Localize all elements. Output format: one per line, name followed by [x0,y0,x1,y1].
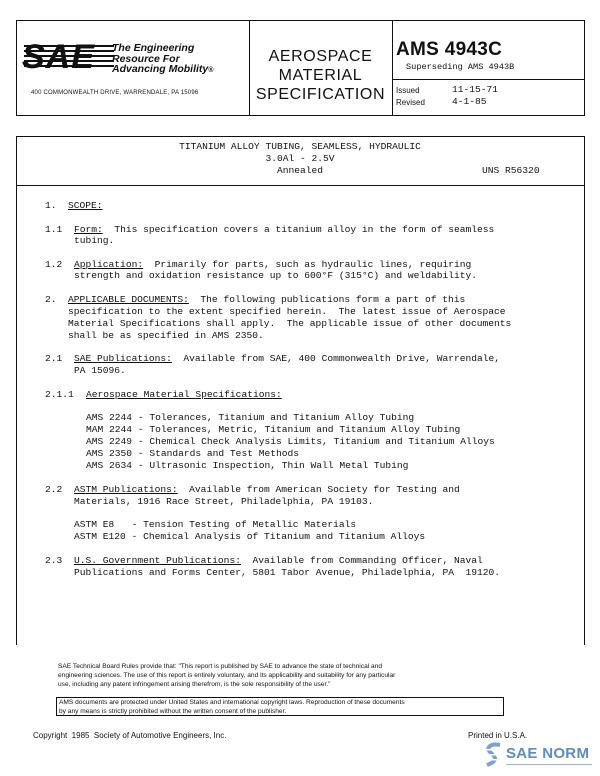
section-sae-publications [74,353,500,365]
doc-type-line: SPECIFICATION [255,86,386,103]
tagline-line [112,64,213,77]
tagline-line: Resource For [112,52,180,65]
heading-text: Application: [74,259,144,270]
paragraph-text: Available from SAE, 400 Commonwealth Drive, Warrendale, [183,353,501,364]
footer-line: SAE Technical Board Rules provide that: "This report is published by SAE to advance the state of technical and [58,663,383,670]
superseding-note: Superseding AMS 4943B [406,62,515,72]
section-number: 1. [45,200,57,211]
copyright-notice-box [56,697,504,716]
footer-line: engineering sciences. The use of this report is entirely voluntary, and its applicability and suitability for any particular [58,672,396,679]
sae-logo [22,36,118,84]
section-number: 2.1.1 [45,389,74,400]
copyright-line: Copyright 1985 Society of Automotive Engineers, Inc. [33,731,227,740]
section-astm-publications [74,484,460,496]
heading-text: Form: [74,224,103,235]
paragraph-line: tubing. [74,235,115,246]
footer-line: AMS documents are protected under United States and international copyright laws. Reproduction of these documents [59,699,405,706]
title-box-bottom [16,185,584,186]
body-right-border [584,185,585,645]
section-form [74,224,494,236]
list-item: AMS 2634 - Ultrasonic Inspection, Thin Wall Metal Tubing [86,460,409,471]
tagline-text: Advancing Mobility [112,63,209,75]
sae-tagline [112,43,213,77]
revised-date: 4-1-85 [452,96,487,107]
header-right-border [584,20,585,116]
tagline-line: The Engineering [112,42,195,54]
heading-text: SCOPE: [68,200,103,211]
watermark-text: SAE NORM [506,745,590,762]
paragraph-line: strength and oxidation resistance up to 600°F (315°C) and weldability. [74,270,478,281]
title-box-right [584,136,585,186]
paragraph-line: Material Specifications shall apply. The applicable issue of other documents [68,318,512,329]
section-number: 1.1 [45,224,63,235]
issued-label: Issued [396,86,420,95]
title-box-top [16,136,584,137]
header-top-border [16,20,584,21]
paragraph-line: PA 15096. [74,365,126,376]
list-item: ASTM E120 - Chemical Analysis of Titanium and Titanium Alloys [74,531,426,542]
paragraph-text: Primarily for parts, such as hydraulic lines, requiring [154,259,472,270]
header-divider [392,20,393,116]
section-number: 1.2 [45,259,63,270]
list-item: MAM 2244 - Tolerances, Metric, Titanium and Titanium Alloy Tubing [86,424,461,435]
heading-text: SAE Publications: [74,353,172,364]
paragraph-text: This specification covers a titanium alloy in the form of seamless [114,224,495,235]
issued-date: 11-15-71 [452,84,499,95]
registered-mark-icon: ® [208,67,214,74]
paragraph-text: Available from American Society for Testing and [189,484,460,495]
footer-line: use, including any patent infringement arising therefrom, is the sole responsibility of the user." [58,681,331,688]
sae-address: 400 COMMONWEALTH DRIVE, WARRENDALE, PA 15096 [31,90,199,96]
doc-type-line: AEROSPACE [268,48,373,65]
section-heading-scope [68,200,103,212]
heading-text: APPLICABLE DOCUMENTS: [68,294,189,305]
heading-text: Aerospace Material Specifications: [86,389,282,400]
doc-type-line: MATERIAL [278,67,363,84]
section-applicable-documents [68,294,465,306]
section-gov-publications [74,555,483,567]
sae-norm-logo-icon [482,742,504,768]
paragraph-text: Available from Commanding Officer, Naval [252,555,483,566]
section-ams-specs [86,389,282,401]
section-number: 2.2 [45,484,63,495]
list-item: AMS 2244 - Tolerances, Titanium and Titanium Alloy Tubing [86,412,415,423]
header-bottom-border [16,115,584,116]
title-line: TITANIUM ALLOY TUBING, SEAMLESS, HYDRAULIC [179,141,421,152]
section-number: 2.1 [45,353,63,364]
section-number: 2.3 [45,555,63,566]
heading-text: U.S. Government Publications: [74,555,241,566]
ams-number: AMS 4943C [396,39,503,60]
paragraph-line: Publications and Forms Center, 5801 Tabor Avenue, Philadelphia, PA 19120. [74,567,501,578]
paragraph-text: The following publications form a part of this [200,294,466,305]
list-item: AMS 2249 - Chemical Check Analysis Limits, Titanium and Titanium Alloys [86,436,495,447]
watermark-rule [506,764,592,765]
section-number: 2. [45,294,57,305]
footer-line: by any means is strictly prohibited without the written consent of the publisher. [59,708,287,715]
list-item: AMS 2350 - Standards and Test Methods [86,448,300,459]
uns-number: UNS R56320 [482,165,540,176]
printed-in: Printed in U.S.A. [468,731,528,740]
ams-box-divider [392,79,584,80]
paragraph-line: shall be as specified in AMS 2350. [68,330,264,341]
sae-logo-text: SAE [22,38,95,76]
title-condition: Annealed [276,165,324,176]
doc-type [250,47,391,104]
title-alloy: 3.0Al - 2.5V [265,153,335,164]
paragraph-line: specification to the extent specified herein. The latest issue of Aerospace [68,306,506,317]
revised-label: Revised [396,98,425,107]
body-left-border [16,185,17,645]
paragraph-line: Materials, 1916 Race Street, Philadelphia, PA 19103. [74,496,374,507]
technical-board-rules [58,662,395,689]
header-left-border [16,20,17,116]
list-item: ASTM E8 - Tension Testing of Metallic Materials [74,519,357,530]
heading-text: ASTM Publications: [74,484,178,495]
sae-norm-watermark [482,740,594,770]
